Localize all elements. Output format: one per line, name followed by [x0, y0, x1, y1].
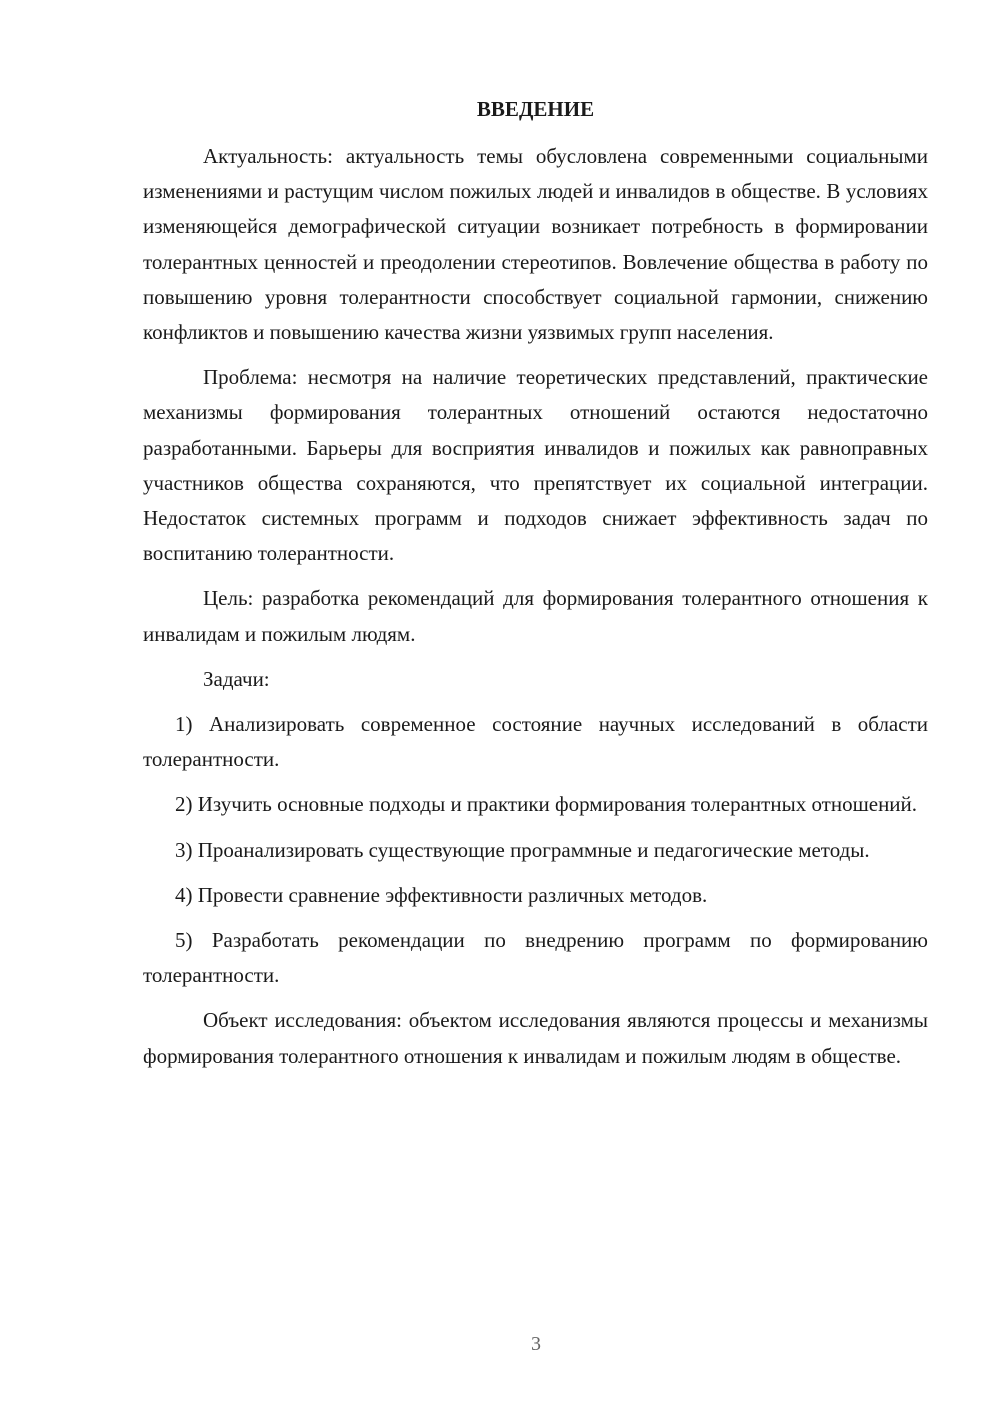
tasks-label: Задачи: [203, 666, 270, 691]
task-item-5: 5) Разработать рекомендации по внедрению программ по формированию толерантности. [143, 928, 928, 988]
problem-paragraph: Проблема: несмотря на наличие теоретических представлений, практические механизмы формирования толерантных отношений остаются недостаточно разработанными. Барьеры для восприятия инвалидов и пожилых как равноправных участников общества сохраняются, что препятствует их социальной интеграции. Недостаток системных программ и подходов снижает эффективность задач по воспитанию толерантности. [143, 365, 928, 566]
document-page [143, 92, 928, 1074]
section-heading: ВВЕДЕНИЕ [476, 97, 595, 121]
task-item-1: 1) Анализировать современное состояние научных исследований в области толерантности. [143, 712, 928, 772]
task-item-3: 3) Проанализировать существующие программные и педагогические методы. [175, 837, 870, 862]
tasks-list [143, 707, 928, 993]
relevance-paragraph: Актуальность: актуальность темы обусловлена современными социальными изменениями и растущим числом пожилых людей и инвалидов в обществе. В условиях изменяющейся демографической ситуации возникает потребность в формировании толерантных ценностей и преодолении стереотипов. Вовлечение общества в работу по повышению уровня толерантности способствует социальной гармонии, снижению конфликтов и повышению качества жизни уязвимых групп населения. [143, 144, 928, 345]
object-paragraph: Объект исследования: объектом исследования являются процессы и механизмы формирования толерантного отношения к инвалидам и пожилым людям в обществе. [143, 1008, 928, 1068]
page-number: 3 [531, 1333, 541, 1355]
goal-paragraph: Цель: разработка рекомендаций для формирования толерантного отношения к инвалидам и пожилым людям. [143, 586, 928, 646]
task-item-4: 4) Провести сравнение эффективности различных методов. [175, 882, 708, 907]
task-item-2: 2) Изучить основные подходы и практики формирования толерантных отношений. [175, 792, 918, 817]
